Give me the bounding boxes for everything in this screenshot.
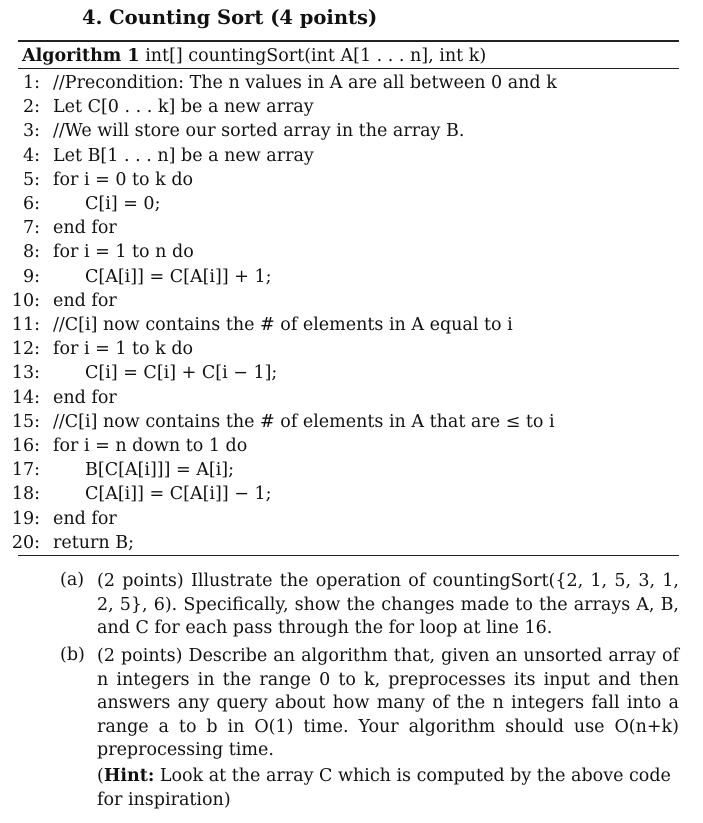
question-label: (b) bbox=[60, 645, 85, 665]
algorithm-caption bbox=[22, 46, 486, 66]
algorithm-label: Algorithm 1 bbox=[22, 46, 140, 66]
line-code: C[i] = 0; bbox=[85, 194, 161, 214]
hint-paragraph: (Hint: Look at the array C which is computed by the above code for inspiration) bbox=[97, 766, 671, 810]
line-number: 7: bbox=[22, 218, 40, 239]
line-number: 16: bbox=[11, 436, 40, 456]
line-number: 1: bbox=[22, 73, 40, 93]
algorithm-line bbox=[0, 361, 680, 385]
line-code: //C[i] now contains the # of elements in A equal to i bbox=[53, 315, 513, 335]
algorithm-line bbox=[0, 458, 680, 482]
line-number: 13: bbox=[11, 363, 40, 384]
algorithm-line bbox=[0, 71, 680, 95]
line-number: 14: bbox=[11, 387, 40, 408]
algorithm-line bbox=[0, 313, 680, 337]
algorithm-signature: int[] countingSort(int A[1 . . . n], int k) bbox=[145, 46, 487, 66]
line-code: C[A[i]] = C[A[i]] − 1; bbox=[85, 484, 272, 505]
line-number: 3: bbox=[22, 121, 40, 142]
line-number: 19: bbox=[11, 508, 40, 529]
line-code: //C[i] now contains the # of elements in A that are ≤ to i bbox=[53, 411, 555, 432]
line-number: 11: bbox=[11, 315, 40, 335]
algorithm-line bbox=[0, 386, 680, 410]
algorithm-line bbox=[0, 216, 680, 240]
line-code: for i = 1 to n do bbox=[53, 242, 194, 263]
algorithm-caption-rule bbox=[18, 68, 679, 69]
line-number: 4: bbox=[22, 145, 40, 166]
algorithm-line bbox=[0, 95, 680, 119]
line-code: return B; bbox=[53, 532, 134, 553]
line-code: Let C[0 . . . k] be a new array bbox=[53, 97, 314, 118]
algorithm-line bbox=[0, 507, 680, 531]
question-label: (a) bbox=[60, 570, 85, 590]
question-text: (2 points) Describe an algorithm that, given an unsorted array of n integers in the range 0 to k, preprocesses its input and then answers any query about how many of the n integers fall into a range a to b in O(1) time. Your algorithm should use O(n+k) preprocessing time. bbox=[97, 646, 679, 761]
question-text: (2 points) Illustrate the operation of countingSort({2, 1, 5, 3, 1, 2, 5}, 6). Specifically, show the changes made to the arrays A, B, and C for each pass through the for loop at line 16. bbox=[97, 571, 679, 639]
line-number: 15: bbox=[11, 411, 40, 432]
line-code: end for bbox=[53, 387, 117, 408]
algorithm-line bbox=[0, 531, 680, 555]
line-number: 9: bbox=[22, 266, 40, 287]
algorithm-top-rule bbox=[18, 40, 679, 42]
line-number: 10: bbox=[11, 290, 40, 311]
line-number: 6: bbox=[22, 194, 40, 214]
algorithm-line bbox=[0, 337, 680, 361]
line-code: //Precondition: The n values in A are all between 0 and k bbox=[53, 73, 557, 93]
algorithm-line bbox=[0, 168, 680, 192]
algorithm-line bbox=[0, 434, 680, 458]
line-code: for i = 0 to k do bbox=[53, 169, 194, 190]
line-code: B[C[A[i]]] = A[i]; bbox=[85, 460, 235, 481]
algorithm-line bbox=[0, 192, 680, 216]
line-number: 8: bbox=[22, 242, 40, 263]
line-number: 18: bbox=[11, 484, 40, 505]
line-code: C[i] = C[i] + C[i − 1]; bbox=[85, 363, 278, 384]
line-number: 2: bbox=[22, 97, 40, 118]
line-code: end for bbox=[53, 290, 117, 311]
line-code: C[A[i]] = C[A[i]] + 1; bbox=[85, 266, 272, 287]
line-number: 12: bbox=[11, 339, 40, 360]
algorithm-line bbox=[0, 119, 680, 143]
algorithm-line bbox=[0, 240, 680, 264]
line-code: end for bbox=[53, 218, 117, 239]
hint-label: Hint: bbox=[103, 766, 155, 786]
algorithm-line bbox=[0, 265, 680, 289]
line-number: 5: bbox=[22, 169, 40, 190]
algorithm-line bbox=[0, 144, 680, 168]
line-code: end for bbox=[53, 508, 117, 529]
line-number: 20: bbox=[11, 532, 40, 553]
algorithm-bottom-rule bbox=[18, 555, 679, 556]
line-code: for i = n down to 1 do bbox=[53, 436, 248, 456]
algorithm-line bbox=[0, 482, 680, 506]
line-number: 17: bbox=[11, 460, 40, 481]
algorithm-line bbox=[0, 410, 680, 434]
algorithm-line bbox=[0, 289, 680, 313]
line-code: //We will store our sorted array in the array B. bbox=[53, 121, 465, 142]
hint-text: Look at the array C which is computed by the above code for inspiration bbox=[97, 766, 671, 810]
section-title: 4. Counting Sort (4 points) bbox=[82, 6, 378, 29]
line-code: for i = 1 to k do bbox=[53, 339, 194, 360]
line-code: Let B[1 . . . n] be a new array bbox=[53, 145, 314, 166]
